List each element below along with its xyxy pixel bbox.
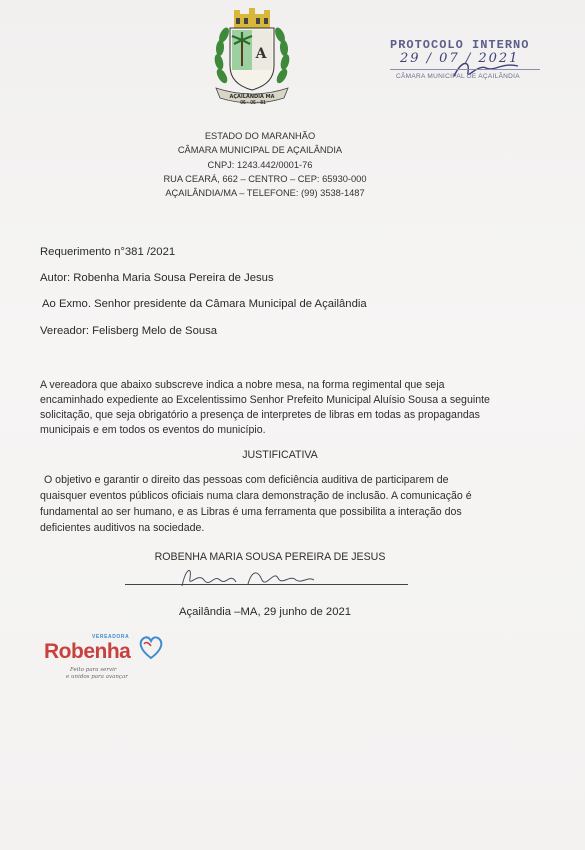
section-title-justificativa: JUSTIFICATIVA	[242, 449, 318, 461]
logo-small-label: VEREADORA	[92, 634, 130, 640]
logo-tagline-1: Feito para servir	[70, 667, 117, 673]
councilor-line: Vereador: Felisberg Melo de Sousa	[40, 325, 218, 337]
handwritten-signature	[178, 562, 358, 592]
justification-line-2: quaisquer eventos públicos oficiais numa clara demonstração de inclusão. A comunicação é	[40, 490, 472, 502]
logo-tagline-2: e unidos para avançar	[66, 674, 128, 680]
header-chamber: CÂMARA MUNICIPAL DE AÇAILÂNDIA	[177, 145, 343, 155]
signatory-name: ROBENHA MARIA SOUSA PEREIRA DE JESUS	[154, 551, 386, 563]
robenha-logo	[40, 632, 170, 684]
municipal-seal	[212, 6, 292, 110]
header-address: RUA CEARÁ, 662 – CENTRO – CEP: 65930-000	[163, 174, 367, 184]
request-paragraph-line-4: municipais e em todos os eventos do município.	[40, 424, 266, 436]
request-paragraph-line-1: A vereadora que abaixo subscreve indica a nobre mesa, na forma regimental que seja	[40, 379, 445, 391]
stamp-date: 29 / 07 / 2021	[400, 51, 520, 66]
request-paragraph-line-2: encaminhado expediente ao Excelentissimo Senhor Prefeito Municipal Aluísio Sousa a seguinte	[40, 394, 490, 406]
heart-icon	[136, 632, 166, 662]
header-state: ESTADO DO MARANHÃO	[204, 131, 316, 141]
author-line: Autor: Robenha Maria Sousa Pereira de Jesus	[40, 272, 274, 284]
recipient-line: Ao Exmo. Senhor presidente da Câmara Municipal de Açailândia	[42, 298, 367, 310]
justification-line-4: deficientes auditivos na sociedade.	[40, 522, 205, 534]
place-and-date: Açailândia –MA, 29 junho de 2021	[178, 606, 352, 618]
header-cnpj: CNPJ: 1243.442/0001-76	[207, 160, 313, 170]
justification-line-1: O objetivo e garantir o direito das pessoas com deficiência auditiva de participarem de	[44, 474, 449, 486]
svg-text:A: A	[255, 46, 267, 62]
justification-line-3: fundamental ao ser humano, e as Libras é uma ferramenta que possibilita a interação dos	[40, 506, 462, 518]
svg-text:AÇAILÂNDIA MA: AÇAILÂNDIA MA	[229, 94, 275, 100]
logo-name: Robenha	[44, 640, 131, 663]
stamp-footer: CÂMARA MUNICIPAL DE AÇAILÂNDIA	[396, 73, 520, 80]
seal-date: 06 · 06 · 81	[240, 100, 266, 106]
protocol-stamp	[382, 32, 542, 90]
stamp-divider	[390, 69, 540, 70]
requerimento-number: Requerimento n°381 /2021	[40, 246, 176, 258]
header-phone: AÇAILÂNDIA/MA – TELEFONE: (99) 3538-1487	[165, 188, 365, 198]
stamp-title: PROTOCOLO INTERNO	[390, 38, 530, 52]
signature-line	[125, 584, 408, 585]
request-paragraph-line-3: solicitação, que seja obrigatório a presença de interpretes de libras em todas as propagandas	[40, 409, 480, 421]
